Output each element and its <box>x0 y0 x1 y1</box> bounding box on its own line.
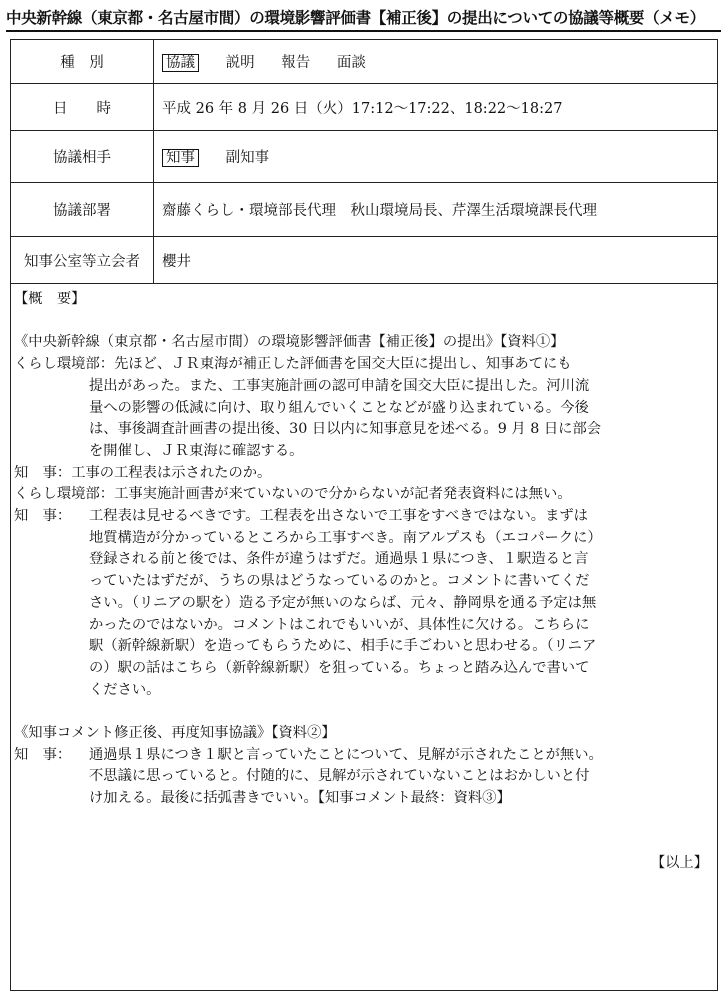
entry <box>14 745 714 767</box>
entry <box>14 463 714 485</box>
entry-line: さい。（リニアの駅を）造る予定が無いのならば、元々、静岡県を通る予定は無 <box>89 594 597 611</box>
speaker-label: 知 事： <box>14 464 72 481</box>
entry-line: 地質構造が分かっているところから工事すべき。南アルプスも（エコパークに） <box>89 529 602 546</box>
type-option-1: 説明 <box>225 55 255 71</box>
entry-line: 量への影響の低減に向け、取り組んでいくことなどが盛り込まれている。今後 <box>89 399 589 416</box>
document-title: 中央新幹線（東京都・名古屋市間）の環境影響評価書【補正後】の提出についての協議等概要（メモ） <box>6 6 721 32</box>
entry-line: 工程表は見せるべきです。工程表を出さないで工事をすべきではない。まずは <box>89 508 588 525</box>
section1-title: 《中央新幹線（東京都・名古屋市間）の環境影響評価書【補正後】の提出》【資料①】 <box>14 334 565 351</box>
closing-mark: 【以上】 <box>650 855 708 872</box>
speaker-label: 知 事： <box>14 508 72 525</box>
entry <box>14 354 714 376</box>
summary-body <box>14 289 714 875</box>
entry-line: 駅（新幹線新駅）を造ってもらうために、相手に手ごわいと思わせる。（リニア <box>89 638 597 655</box>
entry-line: かったのではないか。コメントはこれでもいいが、具体性に欠ける。こちらに <box>89 616 590 633</box>
dept-label: 協議部署 <box>11 183 154 237</box>
entry-line: の）駅の話はこちら（新幹線新駅）を狙っている。ちょっと踏み込んで書いて <box>89 659 590 676</box>
type-selected: 協議 <box>162 54 199 72</box>
entry-line: を開催し、ＪＲ東海に確認する。 <box>89 442 304 459</box>
attendee-value: 櫻井 <box>154 237 718 284</box>
counterpart-selected: 知事 <box>162 149 199 167</box>
entry-line: ください。 <box>89 681 161 698</box>
entry-line: 不思議に思っていると。付随的に、見解が示されていないことはおかしいと付 <box>89 768 590 785</box>
entry <box>14 484 714 506</box>
entry-line: 登録される前と後では、条件が違うはずだ。通過県１県につき、１駅造ると言 <box>89 551 589 568</box>
entry-line: 工事の工程表は示されたのか。 <box>71 464 272 481</box>
entry-line: 提出があった。また、工事実施計画の認可申請を国交大臣に提出した。河川流 <box>89 377 590 394</box>
datetime-value: 平成 26 年 8 月 26 日（火）17:12～17:22、18:22～18:27 <box>154 84 718 131</box>
entry-line: け加える。最後に括弧書きでいい。【知事コメント最終：資料③】 <box>89 790 511 807</box>
datetime-label: 日 時 <box>11 84 154 131</box>
type-option-3: 面談 <box>336 55 366 71</box>
entry <box>14 506 714 528</box>
type-label: 種 別 <box>11 40 154 84</box>
type-option-2: 報告 <box>281 55 311 71</box>
entry-line: 工事実施計画書が来ていないので分からないが記者発表資料には無い。 <box>114 486 572 503</box>
entry-line: は、事後調査計画書の提出後、30 日以内に知事意見を述べる。9 月 8 日に部会 <box>89 421 602 438</box>
dept-value: 齋藤くらし・環境部長代理 秋山環境局長、芹澤生活環境課長代理 <box>154 183 718 237</box>
speaker-label: くらし環境部： <box>14 356 115 373</box>
counterpart-label: 協議相手 <box>11 131 154 183</box>
summary-heading: 【概 要】 <box>14 291 86 307</box>
speaker-label: くらし環境部： <box>14 486 115 503</box>
section2-title: 《知事コメント修正後、再度知事協議》【資料②】 <box>14 725 336 742</box>
speaker-label: 知 事： <box>14 746 72 763</box>
entry-line: 先ほど、ＪＲ東海が補正した評価書を国交大臣に提出し、知事あてにも <box>114 356 572 373</box>
entry-line: っていたはずだが、うちの県はどうなっているのかと。コメントに書いてくだ <box>89 573 590 590</box>
entry-line: 通過県１県につき１駅と言っていたことについて、見解が示されたことが無い。 <box>89 746 603 763</box>
attendee-label: 知事公室等立会者 <box>11 237 154 284</box>
counterpart-other: 副知事 <box>225 150 270 166</box>
